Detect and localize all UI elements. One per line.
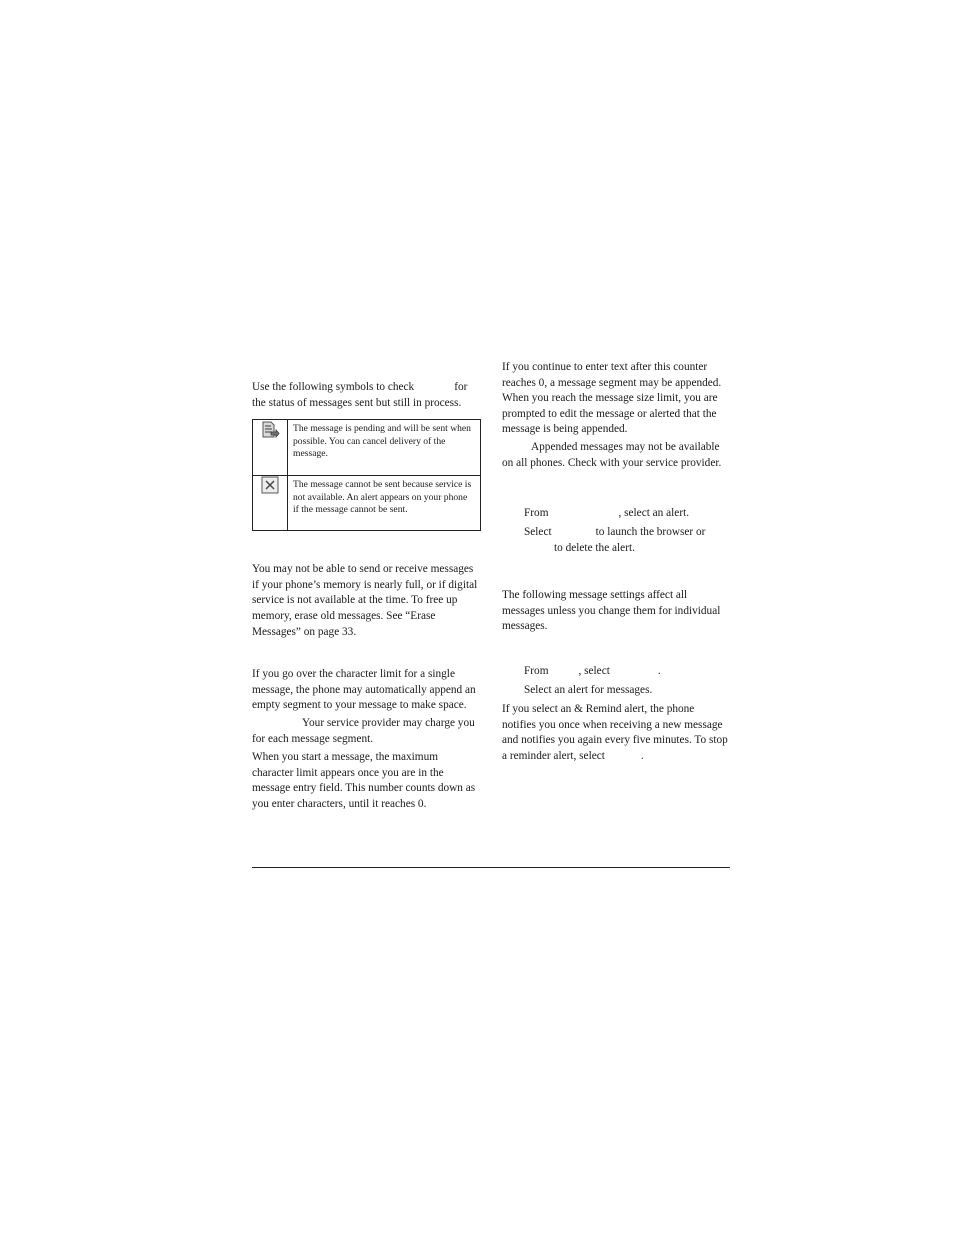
remind-alert-end: . [640,749,644,762]
segment-charge-note [252,716,480,747]
alert-step-2-delete: to delete the alert. [554,542,635,555]
settings-step-1-end: . [657,664,661,677]
appended-note-text: Appended messages may not be available on all phones. Check with your service provider. [502,440,722,469]
character-limit-paragraph: If you go over the character limit for a single message, the phone may automatically append an empty segment to your message to make space. [252,668,476,712]
symbols-intro-tail: for the status of messages sent but still in process. [252,381,468,409]
alert-step-2-select: Select [524,526,552,539]
pending-message-icon [260,420,280,440]
symbols-intro [252,380,480,411]
table-row [253,476,481,531]
remind-alert-paragraph [502,702,730,764]
failed-symbol-cell [253,476,288,531]
settings-step-1-select: , select [578,664,610,677]
settings-step-1 [502,663,730,679]
failed-symbol-description: The message cannot be sent because service is not available. An alert appears on your phone if the message cannot be sent. [288,476,481,531]
alert-step-1 [502,505,730,521]
failed-message-icon [261,476,279,494]
pending-symbol-cell [253,420,288,476]
left-column [252,380,480,813]
message-status-symbols-table [252,419,481,531]
alert-step-1-text: , select an alert. [618,507,690,520]
appended-note [502,440,730,471]
memory-paragraph: You may not be able to send or receive messages if your phone’s memory is nearly full, or if digital service is not available at the time. To free up memory, erase old messages. See “Erase Messages” on page 33. [252,563,478,638]
table-row [253,420,481,476]
settings-step-1-from: From [524,664,549,677]
settings-paragraph: The following message settings affect all messages unless you change them for individual messages. [502,589,721,633]
right-column [502,360,730,764]
settings-step-2: Select an alert for messages. [524,683,653,696]
remind-alert-text: If you select an & Remind alert, the phone notifies you once when receiving a new message and notifies you again every five minutes. To stop a reminder alert, select [502,702,728,762]
counter-paragraph: If you continue to enter text after this counter reaches 0, a message segment may be appended. When you reach the message size limit, you are prompted to edit the message or alerted that the message is being appended. [502,361,722,436]
alert-step-2 [502,524,730,556]
pending-symbol-description: The message is pending and will be sent when possible. You can cancel delivery of the message. [288,420,481,476]
start-message-paragraph: When you start a message, the maximum character limit appears once you are in the message entry field. This number counts down as you enter characters, until it reaches 0. [252,751,476,810]
segment-charge-text: Your service provider may charge you for each message segment. [252,716,475,745]
alert-step-2-text: to launch the browser or [595,526,706,539]
symbols-intro-text: Use the following symbols to check [252,381,415,393]
alert-step-1-from: From [524,507,549,520]
footer-rule [252,867,730,868]
